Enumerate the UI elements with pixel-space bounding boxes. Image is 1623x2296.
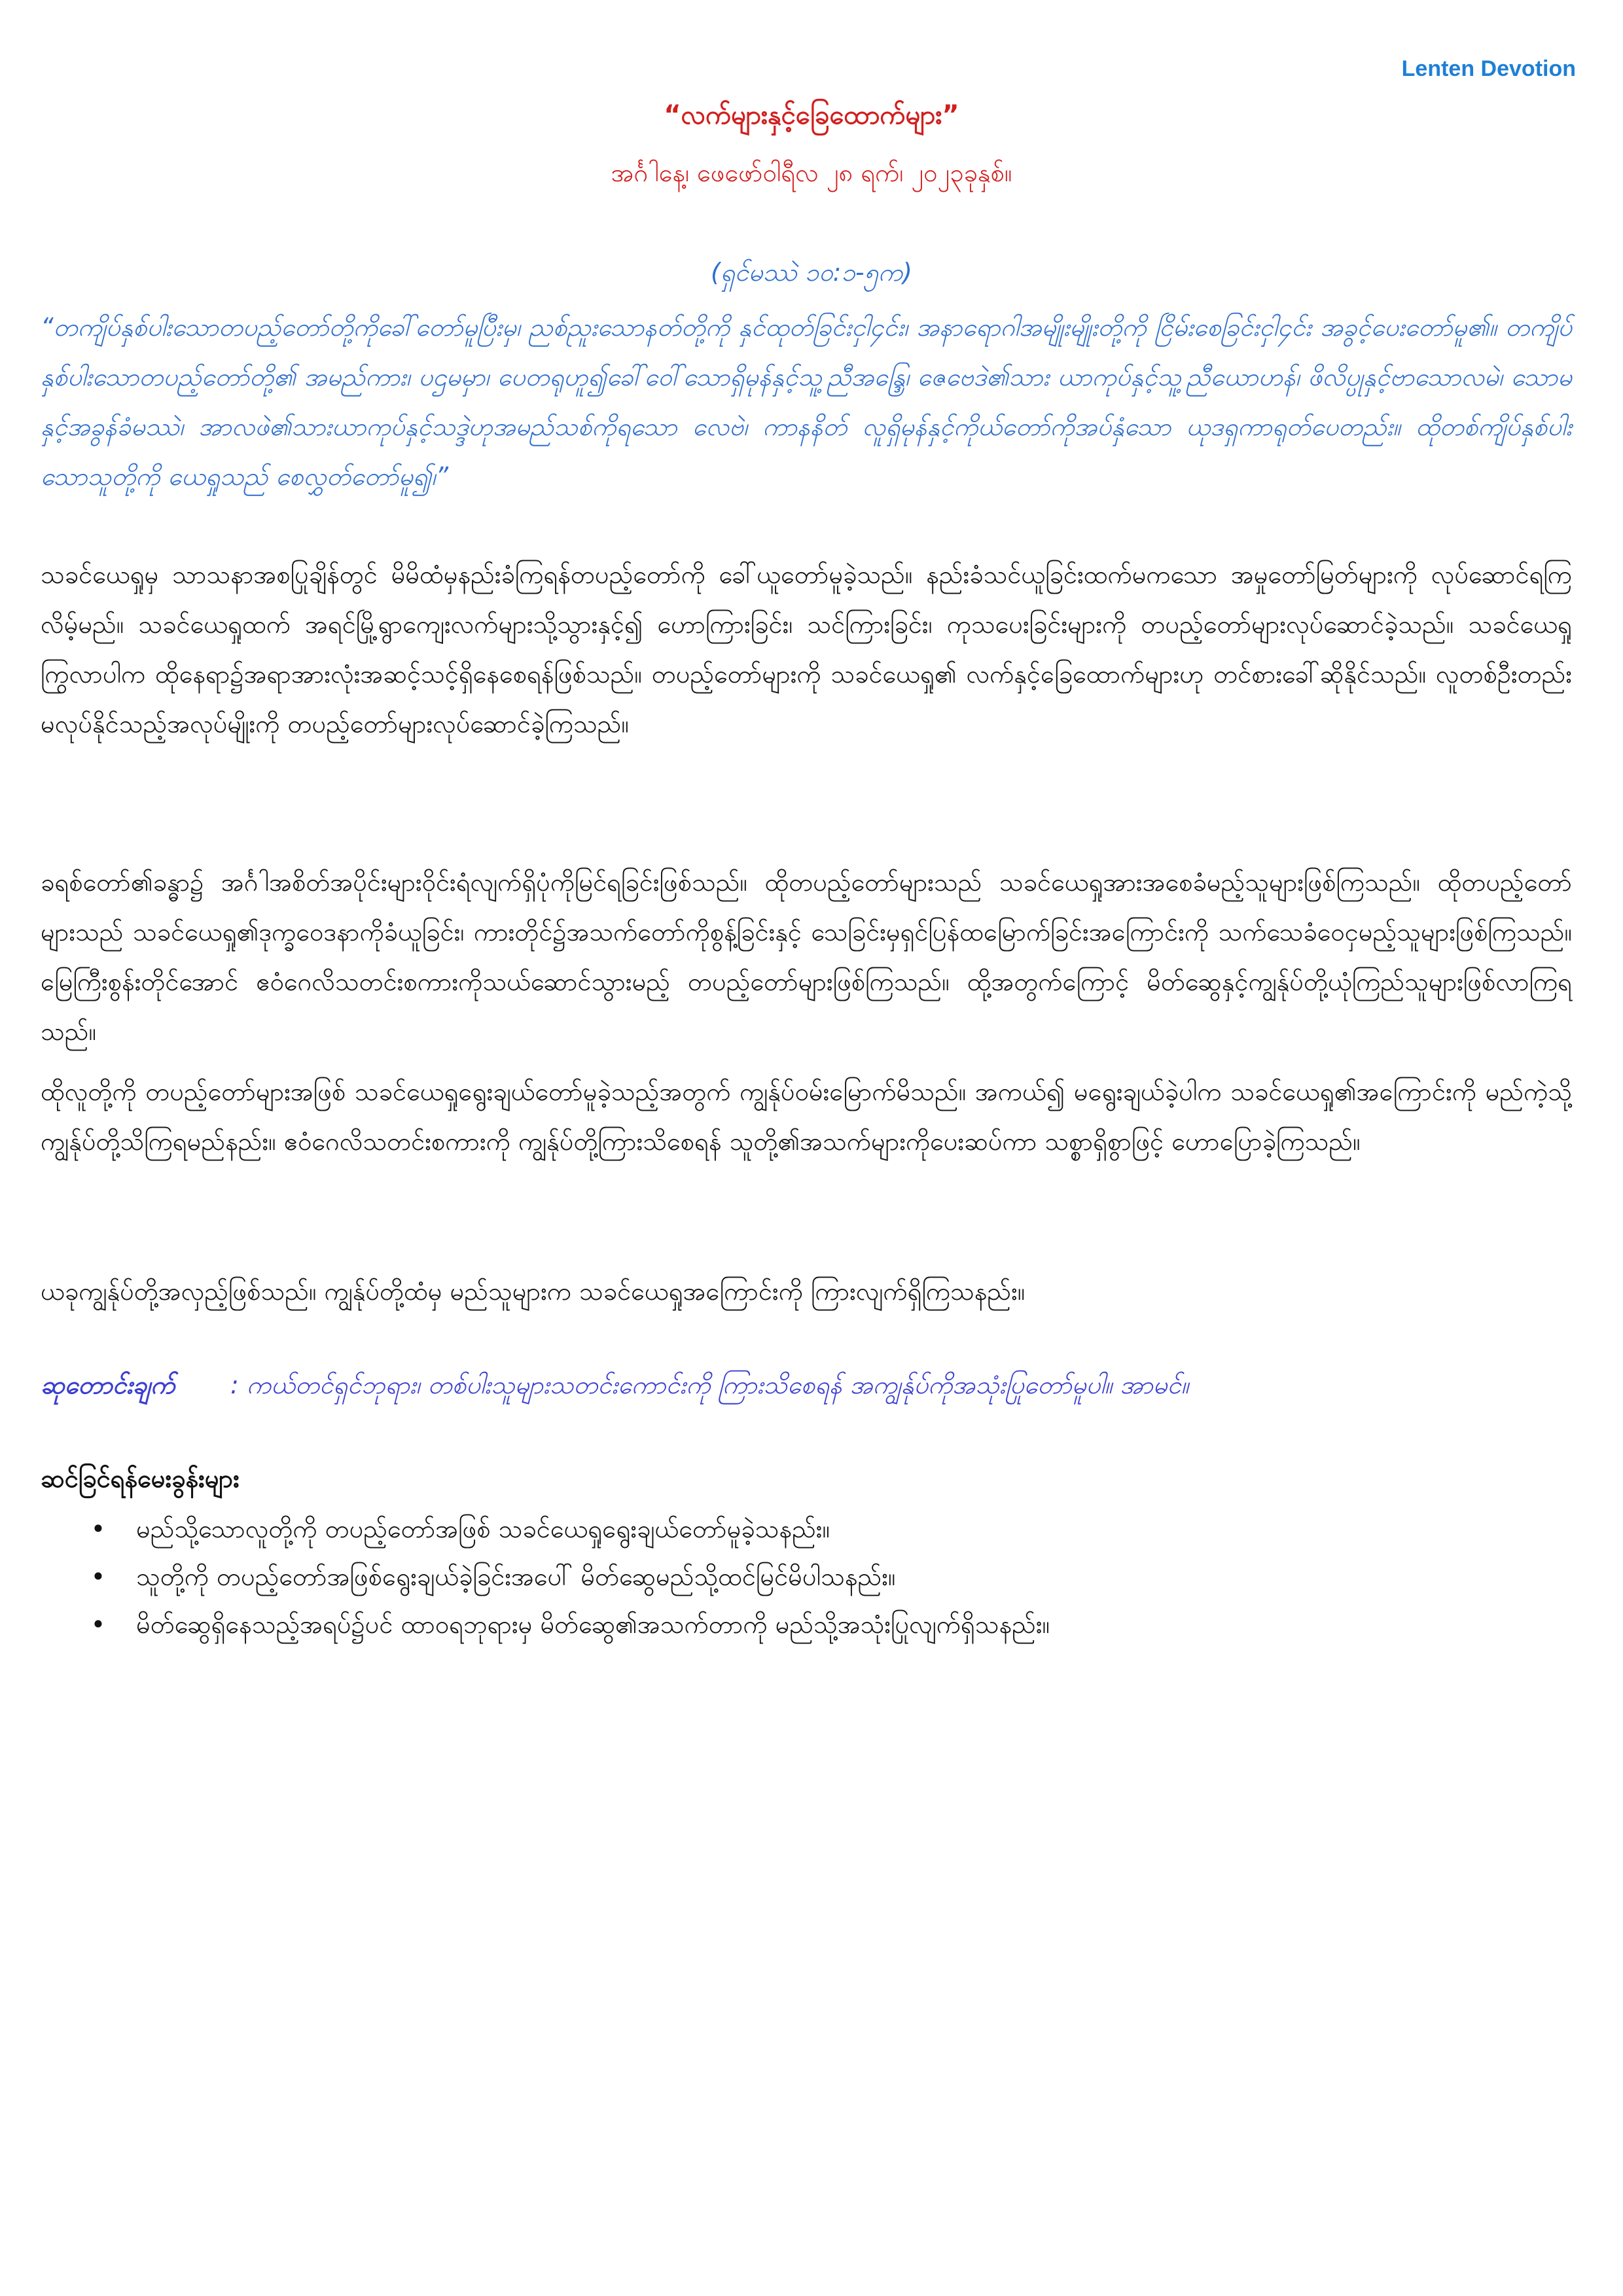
scripture-reference: (ရှင်မဿဲ ၁၀:၁-၅က)	[711, 258, 912, 287]
question-text: မိတ်ဆွေရှိနေသည့်အရပ်၌ပင် ထာဝရဘုရားမှ မိတ်ဆွေ၏အသက်တာကို မည်သို့အသုံးပြုလျက်ရှိသနည်း။	[136, 1610, 1050, 1639]
header-tag: Lenten Devotion	[1401, 56, 1576, 81]
prayer-text: : ကယ်တင်ရှင်ဘုရား၊ တစ်ပါးသူများသတင်းကောင်းကို ကြားသိစေရန် အကျွန်ုပ်ကိုအသုံးပြုတော်မူပါ။ အာမင်။	[230, 1371, 1189, 1399]
scripture-text: “တကျိပ်နှစ်ပါးသောတပည့်တော်တို့ကိုခေါ်တော်မူပြီးမှ၊ ညစ်ညူးသောနတ်တို့ကို နှင်ထုတ်ခြင်းငှါ၄င်း၊ အနာရောဂါအမျိုးမျိုးတို့ကို ငြိမ်းစေခြင်းငှါ၄င်း အခွင့်ပေးတော်မူ၏။ တကျိပ်နှစ်ပါးသောတပည့်တော်တို့၏ အမည်ကား၊ ပဌမမှာ၊ ပေတရုဟူ၍ခေါ်ဝေါ်သောရှိမုန်နှင့်သူ့ညီအန္ဒြေ၊ ဇေဗေဒဲ၏သား ယာကုပ်နှင့်သူ့ညီယောဟန်၊ ဖိလိပ္ပုနှင့်ဗာသောလမဲ၊ သောမနှင့်အခွန်ခံမဿဲ၊ အာလဖဲ၏သားယာကုပ်နှင့်သဒ္ဒဲဟုအမည်သစ်ကိုရသော လေဗဲ၊ ကာနနိတ် လူရှိမုန်နှင့်ကိုယ်တော်ကိုအပ်နှံသော ယုဒရှကာရုတ်ပေတည်း။ ထိုတစ်ကျိပ်နှစ်ပါးသောသူတို့ကို ယေရှုသည် စေလွှတ်တော်မူ၍၊”	[41, 313, 1572, 491]
prayer-block	[41, 1360, 1572, 1410]
question-text: သူတို့ကို တပည့်တော်အဖြစ်ရွေးချယ်ခဲ့ခြင်းအပေါ် မိတ်ဆွေမည်သို့ထင်မြင်မိပါသနည်း။	[136, 1562, 896, 1591]
question-text: မည်သို့သောလူတို့ကို တပည့်တော်အဖြစ် သခင်ယေရှုရွေးချယ်တော်မူခဲ့သနည်း။	[136, 1515, 830, 1543]
page-title: “လက်များနှင့်ခြေထောက်များ”	[664, 100, 959, 130]
questions-heading: ဆင်ခြင်ရန်မေးခွန်းများ	[41, 1464, 240, 1493]
body-paragraph-1: သခင်ယေရှုမှ သာသနာအစပြုချိန်တွင် မိမိထံမှနည်းခံကြရန်တပည့်တော်ကို ခေါ်ယူတော်မူခဲ့သည်။ နည်းခံသင်ယူခြင်းထက်မကသော အမှုတော်မြတ်များကို လုပ်ဆောင်ရကြလိမ့်မည်။ သခင်ယေရှုထက် အရင်မြို့ရွာကျေးလက်များသို့သွားနှင့်၍ ဟောကြားခြင်း၊ သင်ကြားခြင်း၊ ကုသပေးခြင်းများကို တပည့်တော်များလုပ်ဆောင်ခဲ့သည်။ သခင်ယေရှုကြွလာပါက ထိုနေရာ၌အရာအားလုံးအဆင့်သင့်ရှိနေစေရန်ဖြစ်သည်။ တပည့်တော်များကို သခင်ယေရှု၏ လက်နှင့်ခြေထောက်များဟု တင်စားခေါ်ဆိုနိုင်သည်။ လူတစ်ဦးတည်းမလုပ်နိုင်သည့်အလုပ်မျိုးကို တပည့်တော်များလုပ်ဆောင်ခဲ့ကြသည်။	[41, 560, 1572, 738]
list-item	[85, 1505, 1571, 1553]
list-item	[85, 1601, 1571, 1649]
bullet-icon: •	[90, 1610, 106, 1639]
body-paragraph-2: ခရစ်တော်၏ခန္ဓာ၌ အင်္ဂါအစိတ်အပိုင်းများဝိုင်းရံလျက်ရှိပုံကိုမြင်ရခြင်းဖြစ်သည်။ ထိုတပည့်တော်များသည် သခင်ယေရှုအားအစေခံမည့်သူများဖြစ်ကြသည်။ ထိုတပည့်တော်များသည် သခင်ယေရှု၏ဒုက္ခဝေဒနာကိုခံယူခြင်း၊ ကားတိုင်၌အသက်တော်ကိုစွန့်ခြင်းနှင့် သေခြင်းမှရှင်ပြန်ထမြောက်ခြင်းအကြောင်းကို သက်သေခံဝေငှမည့်သူများဖြစ်ကြသည်။ မြေကြီးစွန်းတိုင်အောင် ဧဝံဂေလိသတင်းစကားကိုသယ်ဆောင်သွားမည့် တပည့်တော်များဖြစ်ကြသည်။ ထို့အတွက်ကြောင့် မိတ်ဆွေနှင့်ကျွန်ုပ်တို့ယုံကြည်သူများဖြစ်လာကြရသည်။	[41, 868, 1572, 1046]
questions-list	[85, 1505, 1571, 1649]
bullet-icon: •	[90, 1515, 106, 1543]
date-line: အင်္ဂါနေ့၊ ဖေဖော်ဝါရီလ ၂၈ ရက်၊ ၂၀၂၃ခုနှစ်။	[611, 158, 1012, 187]
bullet-icon: •	[90, 1562, 106, 1591]
prayer-label: ဆုတောင်းချက်	[41, 1371, 175, 1399]
body-paragraph-3: ထိုလူတို့ကို တပည့်တော်များအဖြစ် သခင်ယေရှုရွေးချယ်တော်မူခဲ့သည့်အတွက် ကျွန်ုပ်ဝမ်းမြောက်မိသည်။ အကယ်၍ မရွေးချယ်ခဲ့ပါက သခင်ယေရှု၏အကြောင်းကို မည်ကဲ့သို့ကျွန်ုပ်တို့သိကြရမည်နည်း။ ဧဝံဂေလိသတင်းစကားကို ကျွန်ုပ်တို့ကြားသိစေရန် သူတို့၏အသက်များကိုပေးဆပ်ကာ သစ္စာရှိစွာဖြင့် ဟောပြောခဲ့ကြသည်။	[41, 1077, 1572, 1156]
body-paragraph-4: ယခုကျွန်ုပ်တို့အလှည့်ဖြစ်သည်။ ကျွန်ုပ်တို့ထံမှ မည်သူများက သခင်ယေရှုအကြောင်းကို ကြားလျက်ရှိကြသနည်း။	[41, 1277, 1026, 1306]
list-item	[85, 1553, 1571, 1601]
